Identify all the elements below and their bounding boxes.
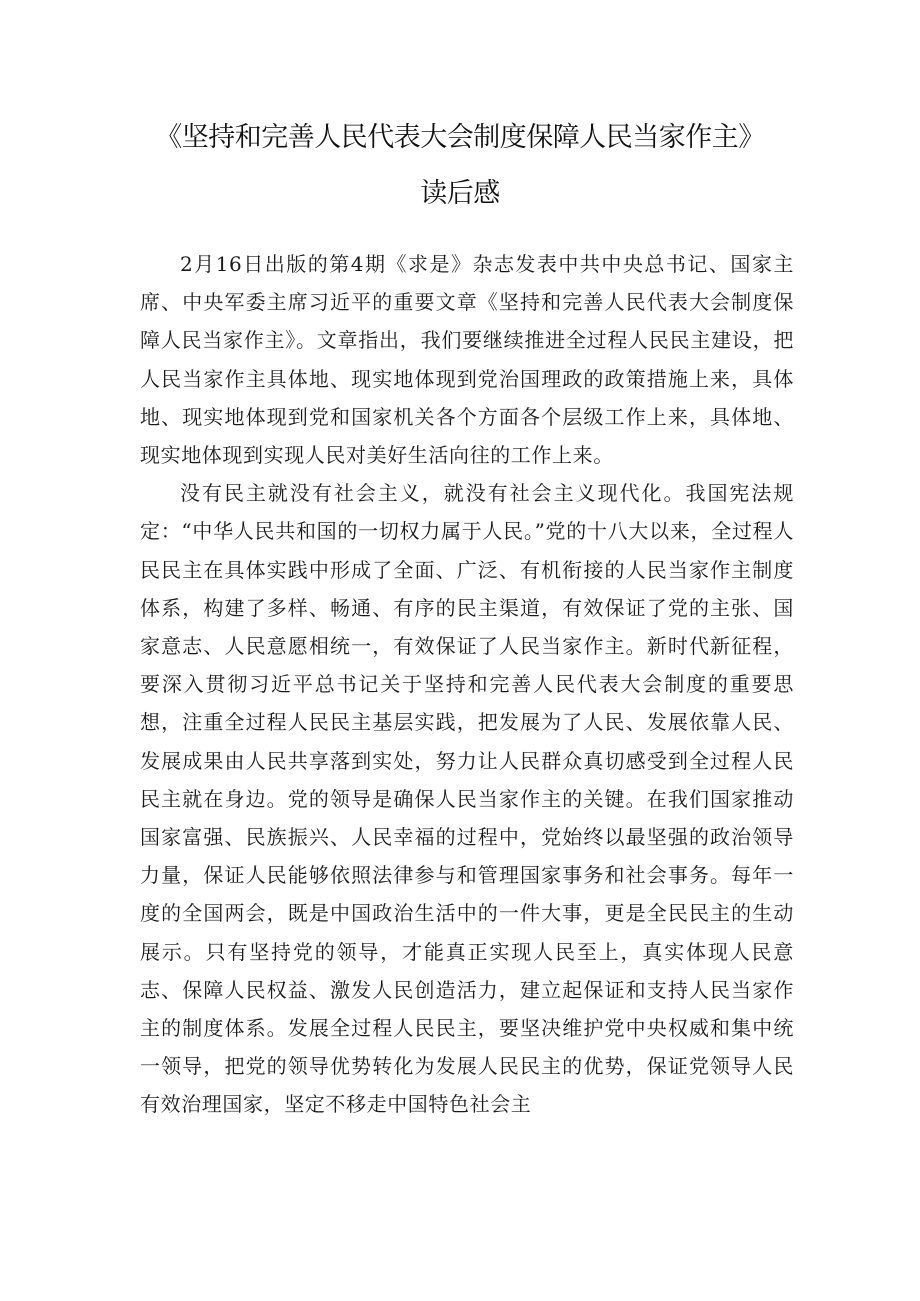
document-subtitle: 读后感 xyxy=(420,178,500,209)
paragraph-1: 2月16日出版的第4期《求是》杂志发表中共中央总书记、国家主席、中央军委主席习近平的重要文章《坚持和完善人民代表大会制度保障人民当家作主》。文章指出，我们要继续推进全过程人民民主建设，把人民当家作主具体地、现实地体现到党治国理政的政策措施上来，具体地、现实地体现到党和国家机关各个方面各个层级工作上来，具体地、现实地体现到实现人民对美好生活向往的工作上来。 xyxy=(140,252,794,468)
document-body xyxy=(140,245,794,1124)
paragraph-2: 没有民主就没有社会主义，就没有社会主义现代化。我国宪法规定：“中华人民共和国的一切权力属于人民。”党的十八大以来，全过程人民民主在具体实践中形成了全面、广泛、有机衔接的人民当家作主制度体系，构建了多样、畅通、有序的民主渠道，有效保证了党的主张、国家意志、人民意愿相统一，有效保证了人民当家作主。新时代新征程，要深入贯彻习近平总书记关于坚持和完善人民代表大会制度的重要思想，注重全过程人民民主基层实践，把发展为了人民、发展依靠人民、发展成果由人民共享落到实处，努力让人民群众真切感受到全过程人民民主就在身边。党的领导是确保人民当家作主的关键。在我们国家推动国家富强、民族振兴、人民幸福的过程中，党始终以最坚强的政治领导力量，保证人民能够依照法律参与和管理国家事务和社会事务。每年一度的全国两会，既是中国政治生活中的一件大事，更是全民民主的生动展示。只有坚持党的领导，才能真正实现人民至上，真实体现人民意志、保障人民权益、激发人民创造活力，建立起保证和支持人民当家作主的制度体系。发展全过程人民民主，要坚决维护党中央权威和集中统一领导，把党的领导优势转化为发展人民民主的优势，保证党领导人民有效治理国家，坚定不移走中国特色社会主 xyxy=(140,481,794,1117)
document-title: 《坚持和完善人民代表大会制度保障人民当家作主》 xyxy=(155,122,765,153)
